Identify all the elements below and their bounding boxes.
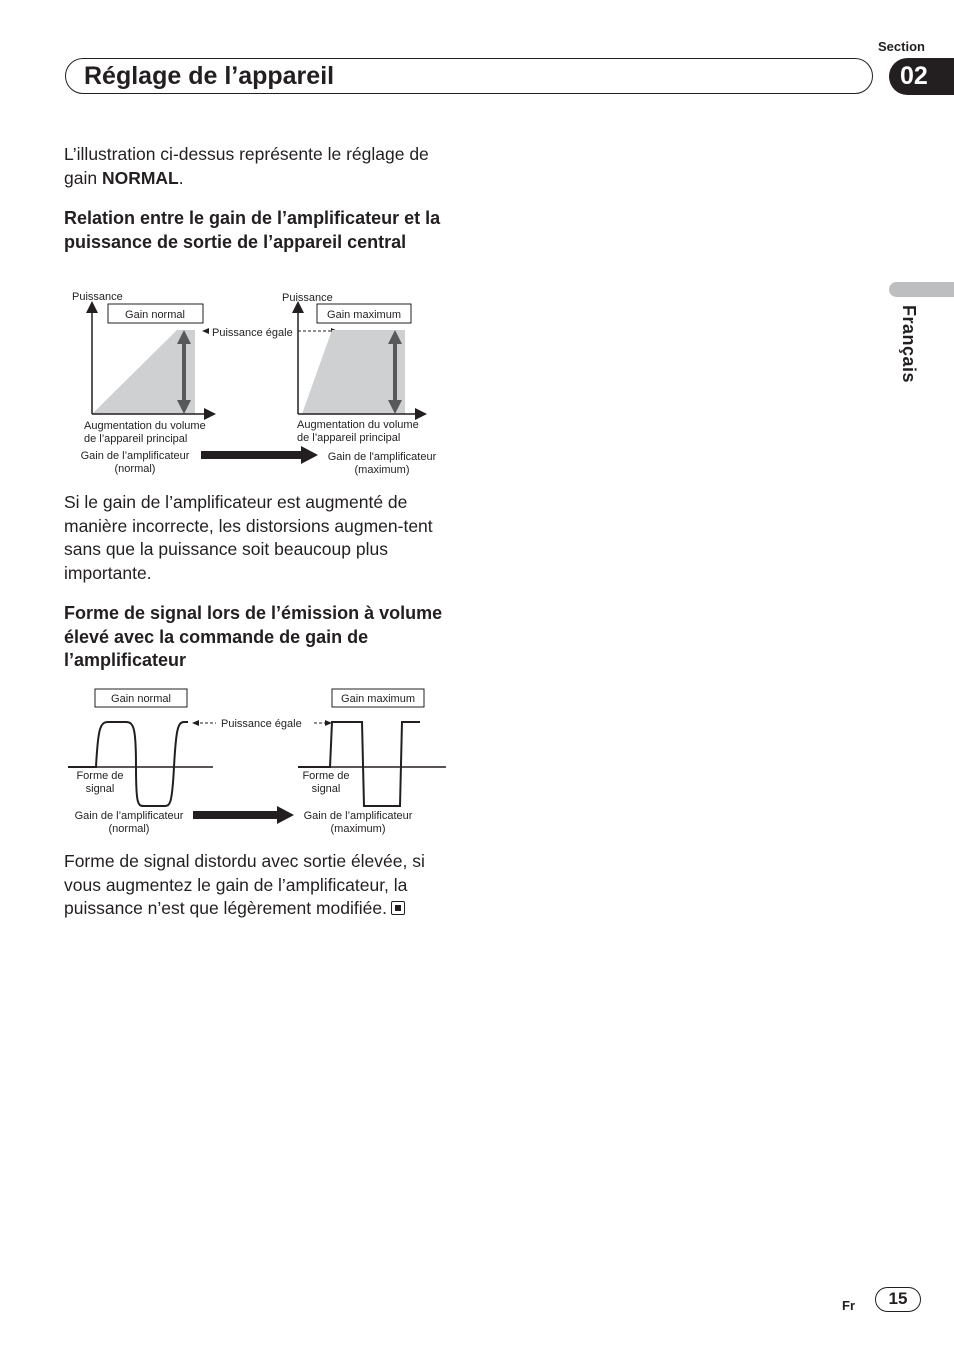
gain-increase-arrow [201,446,318,464]
right-gain-box-label: Gain maximum [341,693,415,705]
equal-power-arrowhead-left [202,328,209,334]
left-x-label-2: de l’appareil principal [84,433,188,445]
right-wave-label-2: signal [311,783,341,795]
section-number: 02 [900,62,928,90]
intro-paragraph [64,143,454,190]
conclusion-paragraph [64,850,454,921]
left-gain-label-2: (normal) [114,463,156,475]
left-x-label-1: Augmentation du volume [84,420,206,432]
gain-power-figure [64,288,454,478]
right-gain-label-2: (maximum) [330,823,386,835]
section-number-tab [889,58,954,95]
footer-language-code: Fr [842,1298,855,1313]
intro-text: L’illustration ci-dessus représente le réglage de gain [64,144,429,188]
end-of-section-icon [391,901,405,915]
intro-end: . [178,167,184,188]
right-x-label-1: Augmentation du volume [297,419,419,431]
left-wave-label-1: Forme de [76,770,124,782]
equal-power-label: Puissance égale [212,327,293,339]
left-axis-label: Puissance [72,291,123,303]
distortion-paragraph: Si le gain de l’amplificateur est augmenté de manière incorrecte, les distorsions augmen-tent sans que la puissance soit beaucoup plus importante. [64,492,433,584]
heading-signal-form: Forme de signal lors de l’émission à volume élevé avec la commande de gain de l’amplificateur [64,603,443,671]
signal-form-figure [64,684,454,840]
language-tab-label: Français [899,305,919,384]
left-wave-label-2: signal [85,783,115,795]
right-gain-label-2: (maximum) [354,464,410,476]
left-gain-box-label: Gain normal [111,693,171,705]
left-gain-label-1: Gain de l’amplificateur [74,810,184,822]
language-tab-bar [889,282,954,297]
left-gain-label-2: (normal) [108,823,150,835]
right-gain-box-label: Gain maximum [327,309,401,321]
section-label: Section [878,39,925,54]
equal-power-arrowhead-left [192,720,199,726]
right-wave-label-1: Forme de [302,770,350,782]
gain-increase-arrow [193,806,294,824]
left-gain-box-label: Gain normal [125,309,185,321]
equal-power-label: Puissance égale [221,718,302,730]
intro-bold: NORMAL [101,167,179,188]
page-number: 15 [875,1287,921,1312]
right-x-label-2: de l’appareil principal [297,432,401,444]
right-gain-label-1: Gain de l’amplificateur [303,810,413,822]
right-gain-label-1: Gain de l'amplificateur [327,451,437,463]
heading-gain-relation: Relation entre le gain de l’amplificateur et la puissance de sortie de l’appareil central [64,208,441,252]
page-title: Réglage de l’appareil [84,62,335,90]
left-gain-label-1: Gain de l’amplificateur [80,450,190,462]
right-axis-label: Puissance [282,292,333,304]
conclusion-text: Forme de signal distordu avec sortie élevée, si vous augmentez le gain de l’amplificateur, la puissance n’est que légèrement modifiée. [64,851,425,919]
